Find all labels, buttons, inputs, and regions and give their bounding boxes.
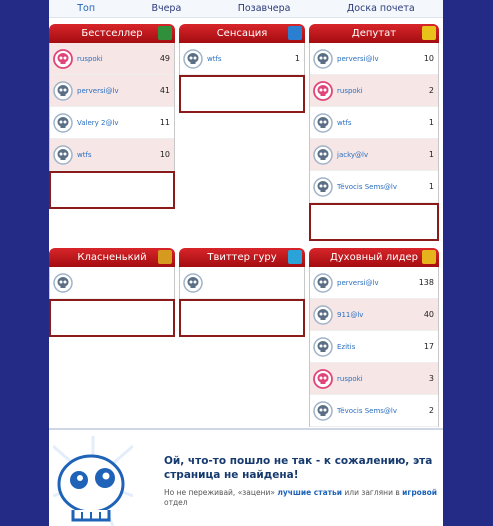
empty-box [179,299,305,337]
skull-icon [313,273,333,293]
panel-title: Депутат [351,28,397,39]
skull-icon [183,49,203,69]
hint-text: отдел [164,498,188,507]
panel-header [309,24,439,43]
spiritual-badge-icon [422,250,436,264]
skull-icon [53,113,73,133]
sensation-badge-icon [288,26,302,40]
empty-box [49,299,175,337]
list-item[interactable] [310,43,438,75]
list-item[interactable] [310,75,438,107]
best-articles-link[interactable]: лучшие статьи [277,488,343,497]
score: 10 [159,150,170,159]
panel-title: Класненький [77,252,147,263]
tab-day-before[interactable]: Позавчера [237,3,291,14]
tab-top[interactable]: Топ [77,3,96,14]
panel-bestseller [49,24,175,209]
book-badge-icon [158,26,172,40]
error-title: Ой, что-то пошло не так - к сожалению, эта страница не найдена! [164,455,433,481]
panel-sensation [179,24,305,113]
score: 1 [428,150,434,159]
panel-title: Твиттер гуру [207,252,277,263]
skull-icon [53,81,73,101]
skull-icon [53,49,73,69]
score: 40 [423,310,434,319]
list-item[interactable] [180,43,304,75]
panel-title: Духовный лидер [329,252,419,263]
panel-rows [49,267,175,299]
list-item[interactable] [310,331,438,363]
list-item[interactable] [50,267,174,299]
list-item[interactable] [310,299,438,331]
skull-icon [53,273,73,293]
skull-icon [313,113,333,133]
panel-rows [179,43,305,75]
panel-title: Сенсация [216,28,268,39]
empty-box [309,203,439,241]
panel-twitter [179,248,305,337]
score: 17 [423,342,434,351]
list-item[interactable] [310,171,438,203]
panel-header [49,248,175,267]
list-item[interactable] [310,395,438,427]
user-name[interactable]: wtfs [207,54,222,63]
user-name[interactable]: ruspoki [77,54,103,63]
user-name[interactable]: 911@lv [337,310,364,319]
user-name[interactable]: Ezitis [337,342,356,351]
panel-header [309,248,439,267]
user-name[interactable]: Valery 2@lv [77,118,119,127]
score: 11 [159,118,170,127]
panel-header [179,248,305,267]
classmate-badge-icon [158,250,172,264]
user-name[interactable]: ruspoki [337,86,363,95]
list-item[interactable] [310,363,438,395]
user-name[interactable]: Tëvocis Sems@lv [337,406,397,415]
hint-text: Но не переживай, «зацени» [164,488,275,497]
score: 1 [428,182,434,191]
user-name[interactable]: wtfs [337,118,352,127]
skull-icon [313,177,333,197]
panel-rows [49,43,175,171]
hint-text: или загляни в [344,488,400,497]
score: 3 [428,374,434,383]
panel-rows [309,267,439,427]
user-name[interactable]: wtfs [77,150,92,159]
list-item[interactable] [50,43,174,75]
list-item[interactable] [50,75,174,107]
user-name[interactable]: perversi@lv [337,54,379,63]
score: 41 [159,86,170,95]
skull-icon [313,305,333,325]
main-page [49,0,443,526]
user-name[interactable]: perversi@lv [77,86,119,95]
deputy-badge-icon [422,26,436,40]
list-item[interactable] [310,267,438,299]
panel-classmate [49,248,175,337]
skull-icon [313,337,333,357]
list-item[interactable] [50,139,174,171]
twitter-badge-icon [288,250,302,264]
skull-icon [313,145,333,165]
score: 49 [159,54,170,63]
user-name[interactable]: ruspoki [337,374,363,383]
list-item[interactable] [50,107,174,139]
skull-icon [313,369,333,389]
panel-title: Бестселлер [81,28,143,39]
user-name[interactable]: jacky@lv [337,150,369,159]
error-hint [164,488,439,508]
empty-box [179,75,305,113]
skull-mascot-icon [53,436,133,526]
user-name[interactable]: perversi@lv [337,278,379,287]
game-section-link[interactable]: игровой [402,488,437,497]
skull-icon [313,81,333,101]
not-found-block [49,428,443,526]
tab-honor-board[interactable]: Доска почета [346,3,415,14]
user-name[interactable]: Tëvocis Sems@lv [337,182,397,191]
score: 1 [428,118,434,127]
score: 138 [418,278,434,287]
score: 10 [423,54,434,63]
empty-box [49,171,175,209]
panel-header [179,24,305,43]
list-item[interactable] [310,139,438,171]
score: 2 [428,86,434,95]
skull-icon [183,273,203,293]
skull-icon [313,401,333,421]
panel-header [49,24,175,43]
score: 2 [428,406,434,415]
skull-icon [53,145,73,165]
skull-icon [313,49,333,69]
panel-rows [179,267,305,299]
score: 1 [294,54,300,63]
period-tabs [49,0,443,18]
panel-rows [309,43,439,203]
list-item[interactable] [310,107,438,139]
panel-spiritual [309,248,439,427]
list-item[interactable] [180,267,304,299]
tab-yesterday[interactable]: Вчера [151,3,182,14]
panel-deputy [309,24,439,241]
